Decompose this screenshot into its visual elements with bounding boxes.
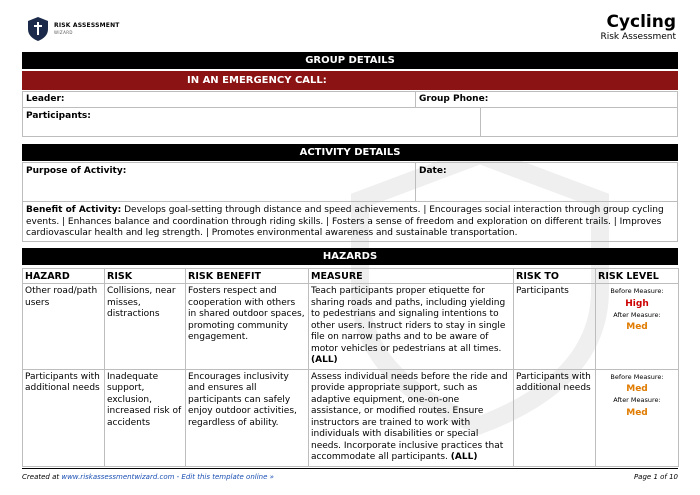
risk-level-cell [596,284,679,370]
document-title: Cycling [606,12,676,32]
risk-to-cell: Participants [514,284,596,370]
measure-cell [309,284,514,370]
hazards-header-row [23,269,679,284]
purpose-field[interactable] [22,162,416,202]
before-measure-label: Before Measure: [610,287,664,295]
leader-field[interactable] [22,91,416,108]
document-subtitle: Risk Assessment [600,32,676,42]
col-measure: MEASURE [309,269,514,284]
activity-details-heading: ACTIVITY DETAILS [22,144,678,161]
group-phone-field[interactable] [415,91,678,108]
col-hazard: HAZARD [23,269,105,284]
after-measure-label: After Measure: [613,310,661,319]
footer-divider [22,468,678,469]
measure-cell [309,369,514,466]
participants-field[interactable] [22,107,481,137]
before-measure-value: High [625,298,649,309]
risk-cell: Collisions, near misses, distractions [105,284,186,370]
measure-text: Teach participants proper etiquette for sharing roads and paths, including yielding to pedestrians and signaling intentions to other users. Instruct riders to stay in single file on narrow paths and to be aware of motor vehicles or pedestrians at all times. [311,286,506,354]
col-risk-level: RISK LEVEL [596,269,679,284]
logo-sub: WIZARD [54,30,73,35]
hazard-cell: Other road/path users [23,284,105,370]
after-measure-value: Med [626,407,648,418]
benefit-cell: Encourages inclusivity and ensures all participants can safely enjoy outdoor activities, regardless of ability. [186,369,309,466]
emergency-call-bar: IN AN EMERGENCY CALL: [22,71,678,90]
date-label: Date: [419,166,447,176]
logo-name: RISK ASSESSMENT [54,22,120,29]
col-risk-benefit: RISK BENEFIT [186,269,309,284]
measure-text: Assess individual needs before the ride and provide appropriate support, such as adaptive equipment, one-on-one assistance, or modified routes. Ensure instructors are trained to work with individuals with disabilities or special needs. Incorporate inclusive practices that accommodate all participants. [311,371,508,462]
col-risk: RISK [105,269,186,284]
purpose-label: Purpose of Activity: [26,166,127,176]
shield-logo-icon [26,16,50,42]
benefit-cell: Fosters respect and cooperation with others in shared outdoor spaces, promoting community engagement. [186,284,309,370]
footer-created-prefix: Created at [22,473,60,481]
group-details-heading: GROUP DETAILS [22,52,678,69]
table-row [23,369,679,466]
col-risk-to: RISK TO [514,269,596,284]
before-measure-label: Before Measure: [610,372,664,381]
after-measure-label: After Measure: [613,396,661,404]
risk-cell: Inadequate support, exclusion, increased risk of accidents [105,369,186,466]
hazards-table [22,268,679,467]
logo-text [54,22,120,36]
after-measure-value: Med [626,322,648,332]
measure-tag: (ALL) [311,355,338,365]
participants-label: Participants: [26,111,91,121]
page-number: Page 1 of 10 [633,473,678,481]
hazard-cell: Participants with additional needs [23,369,105,466]
footer-link[interactable]: www.riskassessmentwizard.com - Edit this template online » [61,473,274,481]
benefit-text: Develops goal-setting through distance and speed achievements. | Encourages social interaction through group cycling events. | Enhances balance and coordination through riding skills. | Fosters a sense of freedom and exploration on different trails. | Improves cardiovascular health and leg strength. | Promotes environmental awareness and sustainable transportation. [26,205,664,238]
benefit-label: Benefit of Activity: [26,205,122,215]
risk-to-cell: Participants with additional needs [514,369,596,466]
document-header [22,10,678,48]
leader-label: Leader: [26,94,65,104]
table-row [23,284,679,370]
participants-extra-cell[interactable] [480,107,678,137]
hazards-heading: HAZARDS [22,248,678,265]
measure-tag: (ALL) [450,452,478,462]
footer-credit [22,473,274,481]
date-field[interactable] [415,162,678,202]
group-phone-label: Group Phone: [419,94,489,104]
before-measure-value: Med [626,384,648,394]
benefit-field [22,201,678,242]
risk-level-cell [596,369,679,466]
